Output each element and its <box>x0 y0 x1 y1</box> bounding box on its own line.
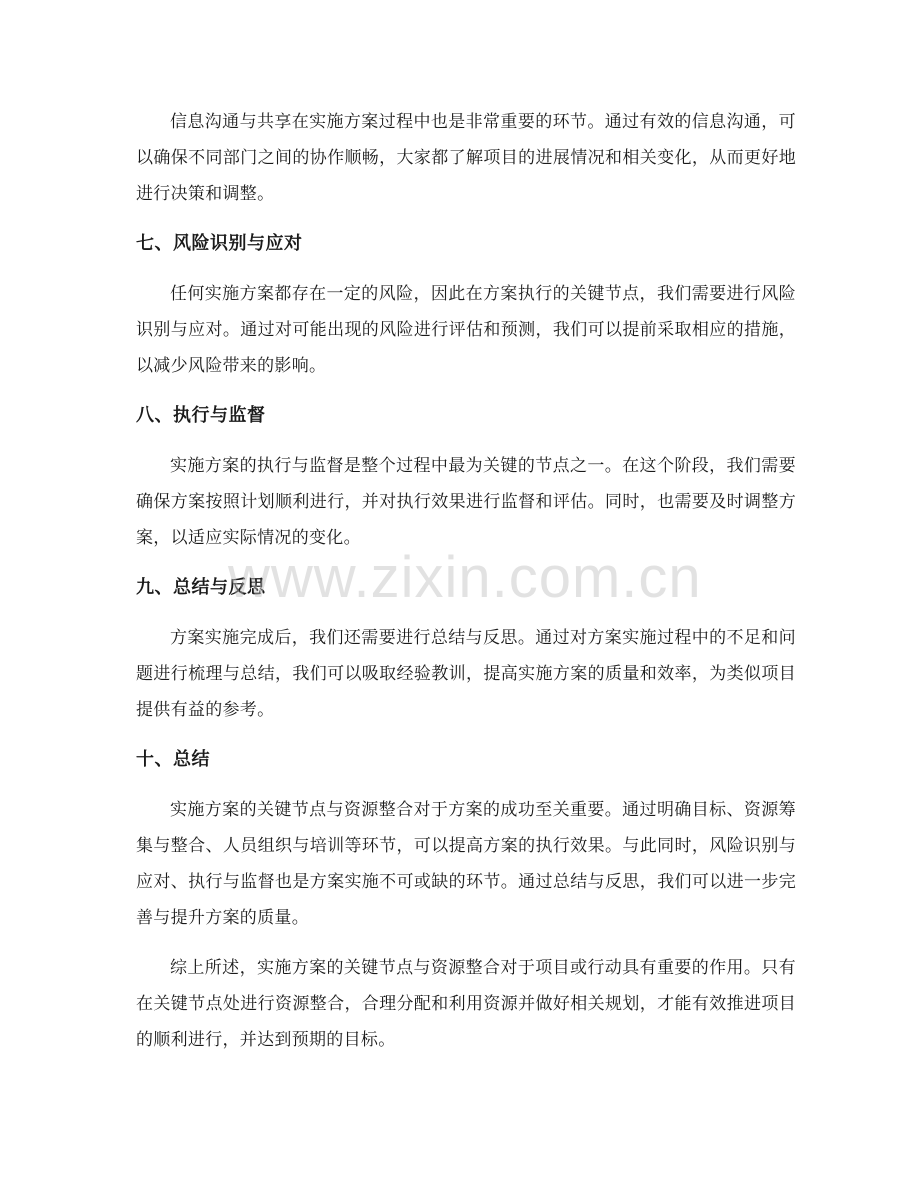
document-body <box>136 104 796 1072</box>
paragraph-execution: 实施方案的执行与监督是整个过程中最为关键的节点之一。在这个阶段，我们需要确保方案按照计划顺利进行，并对执行效果进行监督和评估。同时，也需要及时调整方案，以适应实际情况的变化。 <box>136 456 796 548</box>
paragraph-summary: 实施方案的关键节点与资源整合对于方案的成功至关重要。通过明确目标、资源筹集与整合、人员组织与培训等环节，可以提高方案的执行效果。与此同时，风险识别与应对、执行与监督也是方案实施不可或缺的环节。通过总结与反思，我们可以进一步完善与提升方案的质量。 <box>136 800 796 928</box>
section-heading-execution: 八、执行与监督 <box>136 405 266 426</box>
section-heading-risk: 七、风险识别与应对 <box>136 233 303 254</box>
paragraph-reflection: 方案实施完成后，我们还需要进行总结与反思。通过对方案实施过程中的不足和问题进行梳理与总结，我们可以吸取经验教训，提高实施方案的质量和效率，为类似项目提供有益的参考。 <box>136 628 796 720</box>
paragraph-risk: 任何实施方案都存在一定的风险，因此在方案执行的关键节点，我们需要进行风险识别与应对。通过对可能出现的风险进行评估和预测，我们可以提前采取相应的措施，以减少风险带来的影响。 <box>136 284 796 376</box>
section-heading-summary: 十、总结 <box>136 749 210 770</box>
paragraph-conclusion: 综上所述，实施方案的关键节点与资源整合对于项目或行动具有重要的作用。只有在关键节点处进行资源整合，合理分配和利用资源并做好相关规划，才能有效推进项目的顺利进行，并达到预期的目标。 <box>136 958 796 1050</box>
watermark: www.zixin.com.cn <box>228 545 702 610</box>
section-heading-reflection: 九、总结与反思 <box>136 577 266 598</box>
paragraph-info-sharing: 信息沟通与共享在实施方案过程中也是非常重要的环节。通过有效的信息沟通，可以确保不同部门之间的协作顺畅，大家都了解项目的进展情况和相关变化，从而更好地进行决策和调整。 <box>136 112 796 204</box>
